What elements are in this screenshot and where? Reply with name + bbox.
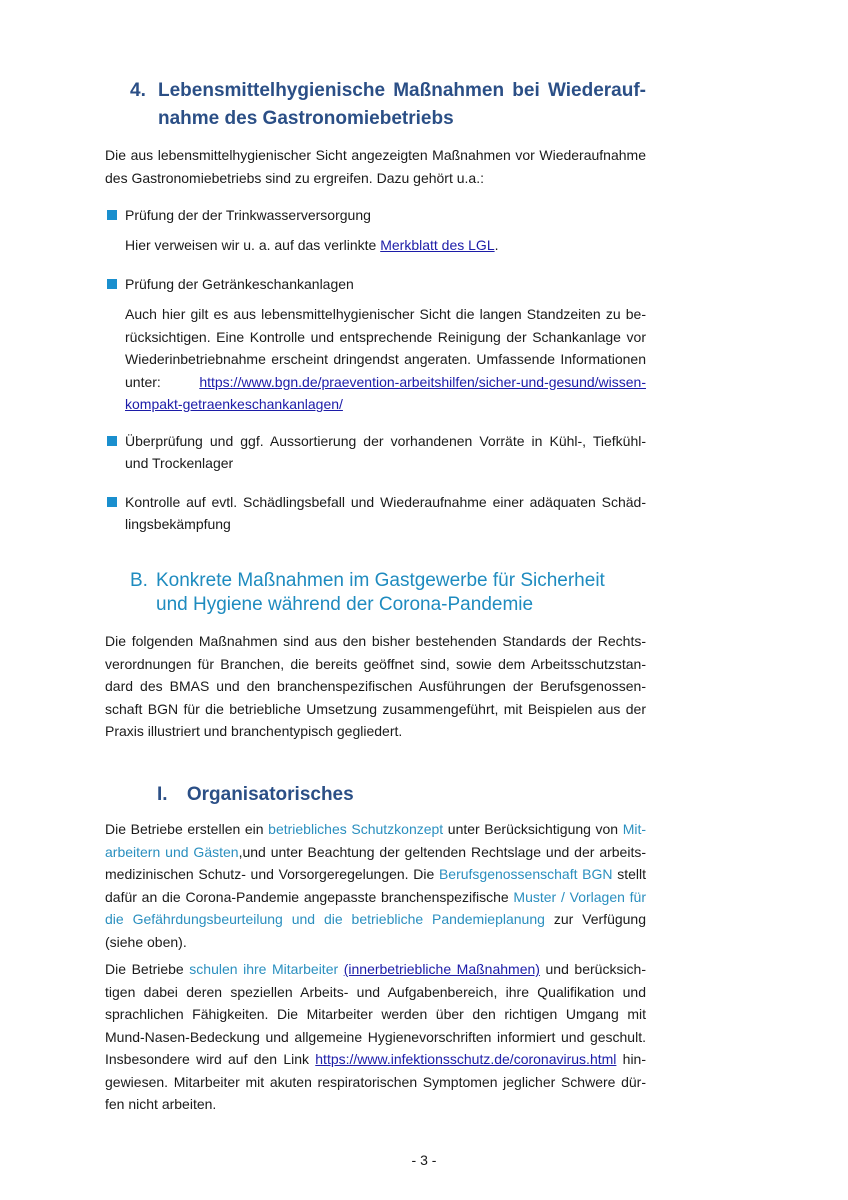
text-line: lingsbekämpfung (125, 516, 231, 532)
text-span: medizinischen Schutz- und Vorsorgeregelungen. Die (105, 866, 439, 882)
text-line (105, 886, 646, 909)
text-span: und berücksich- (539, 961, 647, 977)
page-number: - 3 - (411, 1152, 437, 1168)
text-line (105, 958, 646, 981)
heading-line-2: nahme des Gastronomiebetriebs (158, 108, 454, 129)
bgn-getraenkeschankanlagen-link[interactable]: https://www.bgn.de/praevention-arbeitshilfen/sicher-und-gesund/wissen- (199, 373, 646, 390)
bullet-square-icon (107, 279, 117, 289)
heading-line-2: und Hygiene während der Corona-Pandemie (156, 594, 534, 615)
bullet-detail (125, 303, 646, 416)
merkblatt-lgl-link[interactable]: Merkblatt des LGL (380, 237, 495, 253)
text-line: und Trockenlager (125, 455, 234, 471)
text-span: Die Betriebe erstellen ein (105, 821, 269, 837)
mitarbeitern-highlight: Mit- (622, 821, 647, 837)
text-line: gewiesen. Mitarbeiter mit akuten respiratorischen Symptomen jeglicher Schwere dür- (105, 1073, 646, 1090)
section-4-intro (105, 144, 646, 189)
bgn-highlight: Berufsgenossenschaft BGN (438, 866, 613, 882)
text-line: schaft BGN für die betriebliche Umsetzung zusammengeführt, mit Beispielen aus der (105, 700, 646, 717)
text-line: tigen dabei deren speziellen Arbeits- und Aufgabenbereich, ihre Qualifikation und (105, 983, 646, 1000)
gaesten-highlight: arbeitern und Gästen (105, 843, 239, 860)
text-span: . (494, 237, 499, 253)
text-span: Die Betriebe (105, 961, 190, 977)
bullet-square-icon (107, 210, 117, 220)
bgn-getraenkeschankanlagen-link-cont[interactable]: kompakt-getraenkeschankanlagen/ (125, 396, 343, 412)
heading-number: 4. (130, 80, 146, 101)
bullet-text (125, 491, 646, 514)
text-line: Überprüfung und ggf. Aussortierung der vorhandenen Vorräte in Kühl-, Tiefkühl- (125, 433, 646, 449)
text-line (105, 1048, 646, 1071)
innerbetriebliche-massnahmen-link[interactable]: (innerbetriebliche Maßnahmen) (343, 961, 540, 977)
bullet-text (125, 430, 646, 453)
bullet-detail (125, 234, 646, 257)
bullet-text-cont (125, 452, 646, 475)
text-line (125, 393, 646, 416)
text-line (105, 863, 646, 886)
text-line (105, 818, 646, 841)
text-line: (siehe oben). (105, 933, 187, 950)
text-line: Wiederinbetriebnahme erscheint dringendst angeraten. Umfassende Informationen (125, 351, 646, 367)
text-span: zur Verfügung (544, 911, 647, 927)
text-line (125, 234, 646, 257)
text-line: Auch hier gilt es aus lebensmittelhygienischer Sicht die langen Standzeiten zu be- (125, 306, 646, 322)
schutzkonzept-highlight: betriebliches Schutzkonzept (268, 821, 444, 837)
infektionsschutz-link[interactable]: https://www.infektionsschutz.de/coronavirus.html (315, 1051, 617, 1067)
section-i-paragraph-1 (105, 818, 646, 953)
text-span: stellt (612, 866, 646, 882)
text-line: des Gastronomiebetriebs sind zu ergreifen. Dazu gehört u.a.: (105, 169, 484, 186)
text-line: Praxis illustriert und branchentypisch gegliedert. (105, 723, 403, 739)
heading-title: Organisatorisches (186, 784, 354, 805)
text-line: verordnungen für Branchen, die bereits geöffnet sind, sowie dem Arbeitsschutzstan- (105, 655, 646, 672)
bullet-title: Prüfung der der Trinkwasserversorgung (125, 207, 371, 223)
text-line (105, 841, 646, 864)
text-line: fen nicht arbeiten. (105, 1096, 217, 1112)
text-span: unter Berücksichtigung von (443, 821, 623, 837)
heading-number: I. (157, 784, 168, 805)
section-i-paragraph-2 (105, 958, 646, 1116)
text-line: sprachlichen Fähigkeiten. Die Mitarbeiter werden über den richtigen Umgang mit (105, 1006, 646, 1022)
text-span: ,und unter Beachtung der geltenden Rechtslage und der arbeits- (238, 843, 647, 860)
bullet-title: Prüfung der Getränkeschankanlagen (125, 276, 354, 292)
text-line: rücksichtigen. Eine Kontrolle und entsprechende Reinigung der Schankanlage vor (125, 328, 646, 345)
text-span: unter: (125, 373, 161, 390)
section-i-heading (157, 782, 354, 808)
text-line: Mund-Nasen-Bedeckung und allgemeine Hygienevorschriften informiert und geschult. (105, 1028, 646, 1045)
text-line (105, 908, 646, 931)
text-span: dafür an die Corona-Pandemie angepasste branchenspezifische (105, 888, 514, 905)
bullet-square-icon (107, 436, 117, 446)
heading-line-1: Konkrete Maßnahmen im Gastgewerbe für Sicherheit (156, 570, 605, 591)
section-b-paragraph (105, 630, 646, 743)
gefaehrdungsbeurteilung-highlight: die Gefährdungsbeurteilung und die betriebliche Pandemieplanung (105, 911, 545, 927)
text-line: Die aus lebensmittelhygienischer Sicht angezeigten Maßnahmen vor Wiederaufnahme (105, 147, 646, 163)
muster-vorlagen-highlight: Muster / Vorlagen für (513, 888, 647, 905)
schulen-highlight: schulen ihre Mitarbeiter (189, 961, 339, 977)
bullet-square-icon (107, 497, 117, 507)
text-span: hin- (616, 1051, 646, 1067)
bullet-text-cont (125, 513, 646, 536)
text-line (125, 371, 646, 394)
heading-line-1: Lebensmittelhygienische Maßnahmen bei Wiederauf- (158, 80, 646, 101)
text-line: Die folgenden Maßnahmen sind aus den bisher bestehenden Standards der Rechts- (105, 633, 646, 649)
text-line: Kontrolle auf evtl. Schädlingsbefall und Wiederaufnahme einer adäquaten Schäd- (125, 494, 646, 510)
text-span: Insbesondere wird auf den Link (105, 1051, 316, 1067)
text-span: Hier verweisen wir u. a. auf das verlinkte (125, 237, 381, 253)
heading-number: B. (130, 570, 148, 591)
text-line: dard des BMAS und den branchenspezifischen Ausführungen der Berufsgenossen- (105, 678, 646, 694)
